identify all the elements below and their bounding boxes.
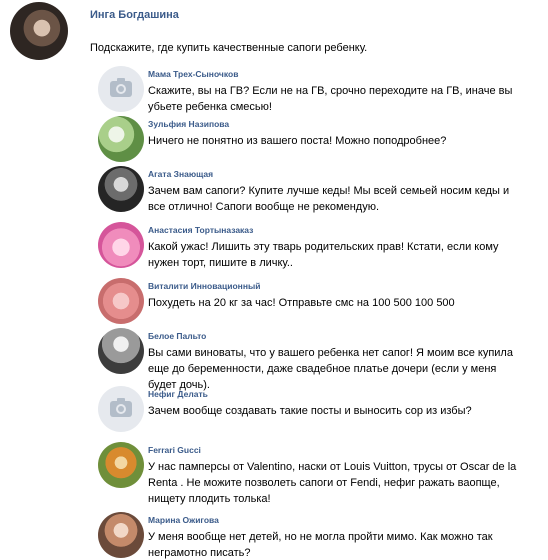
avatar[interactable] [98,166,144,212]
avatar[interactable] [98,442,144,488]
comment-text: Зачем вообще создавать такие посты и выносить сор из избы? [148,405,472,417]
avatar[interactable] [98,278,144,324]
comment-author[interactable]: Марина Ожигова [148,515,219,525]
avatar[interactable] [98,116,144,162]
comment-text: Похудеть на 20 кг за час! Отправьте смс на 100 500 100 500 [148,297,455,309]
comment-author[interactable]: Белое Пальто [148,331,207,341]
comment-text: У меня вообще нет детей, но не могла пройти мимо. Как можно так негрaмотно писать? [148,531,493,559]
avatar[interactable] [10,2,68,60]
post-author[interactable]: Инга Богдашина [90,9,179,21]
comment-author[interactable]: Виталити Инновационный [148,281,261,291]
avatar[interactable] [98,222,144,268]
comment-author[interactable]: Агата Знающая [148,169,214,179]
comment-text: Какой ужас! Лишить эту тварь родительских прав! Кстати, если кому нужен торт, пишите в личку.. [148,241,499,269]
avatar[interactable] [98,328,144,374]
avatar[interactable] [98,512,144,558]
camera-icon[interactable] [98,66,144,112]
comment-text: Ничего не понятно из вашего поста! Можно поподробнее? [148,135,447,147]
post-text: Подскажите, где купить качественные сапоги ребенку. [90,42,368,54]
comment-text: Зачем вам сапоги? Купите лучше кеды! Мы всей семьей носим кеды и все отлично! Сапоги вообще не рекомендую. [148,185,510,213]
comment-text: Вы сами виноваты, что у вашего ребенка нет сапог! Я моим все купила еще до беременности, даже свадебное платье дочери (если у меня будет дочь). [148,347,513,391]
comment-author[interactable]: Ferrari Gucci [148,445,201,455]
comment-author[interactable]: Нефиг Делать [148,389,208,399]
comment-author[interactable]: Мама Трех-Сыночков [148,69,239,79]
comment-text: У нас памперсы от Valentino, наски от Louis Vuitton, трусы от Oscar de la Renta . Не можите позволеть сапоги от Fendi, нефиг ражать ваопще, нищету плодить толька! [148,461,517,505]
comment-author[interactable]: Анастасия Тортыназаказ [148,225,254,235]
comment-text: Скажите, вы на ГВ? Если не на ГВ, срочно переходите на ГВ, иначе вы убьете ребенка смесью! [148,85,513,113]
camera-icon[interactable] [98,386,144,432]
comment-author[interactable]: Зульфия Назипова [148,119,230,129]
